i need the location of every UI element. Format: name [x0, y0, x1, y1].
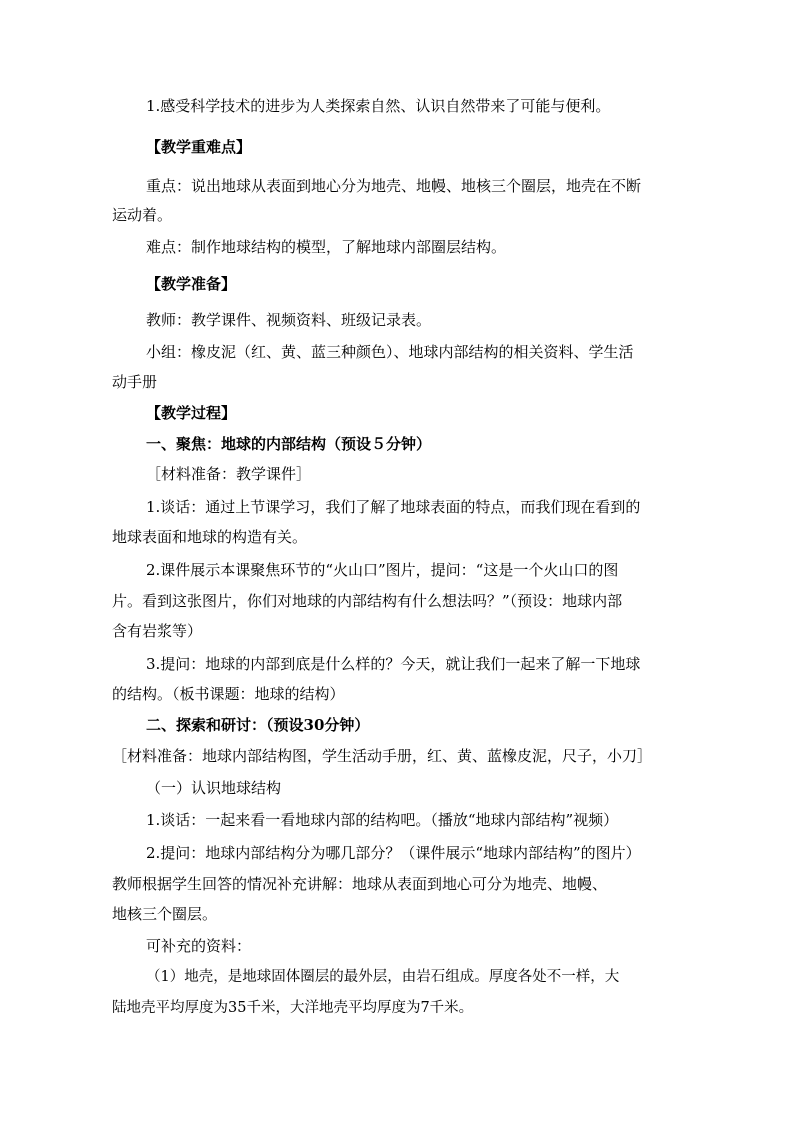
section-1-p2-line-3: 含有岩浆等）: [112, 622, 203, 640]
section-2-p1: 1.谈话：一起来看一看地球内部的结构吧。（播放“地球内部结构”视频）: [146, 811, 619, 829]
section-1-materials: ［材料准备：教学课件］: [146, 465, 312, 483]
section-1-p3-line-1: 3.提问：地球的内部到底是什么样的？今天，就让我们一起来了解一下地球: [146, 655, 641, 673]
difficulty-line: 难点：制作地球结构的模型，了解地球内部圈层结构。: [146, 238, 507, 256]
group-prep-line-1: 小组：橡皮泥（红、黄、蓝三种颜色）、地球内部结构的相关资料、学生活: [146, 343, 634, 361]
key-points-heading: 【教学重难点】: [146, 138, 252, 156]
section-1-p1-line-1: 1.谈话：通过上节课学习，我们了解了地球表面的特点，而我们现在看到的: [146, 498, 641, 516]
extra-material-label: 可补充的资料：: [146, 937, 252, 955]
section-1-p2-line-2: 片。看到这张图片，你们对地球的内部结构有什么想法吗？”（预设：地球内部: [112, 592, 623, 610]
key-point-line-1: 重点：说出地球从表面到地心分为地壳、地幔、地核三个圈层，地壳在不断: [146, 177, 642, 195]
section-2-p3-line-2: 地核三个圈层。: [112, 905, 218, 923]
section-2-materials: ［材料准备：地球内部结构图，学生活动手册，红、黄、蓝橡皮泥，尺子，小刀］: [112, 747, 653, 765]
key-point-line-2: 运动着。: [112, 206, 173, 224]
section-1-p3-line-2: 的结构。（板书课题：地球的结构）: [112, 685, 345, 703]
section-1-title: 一、聚焦：地球的内部结构（预设５分钟）: [146, 435, 432, 453]
crust-line-2: 陆地壳平均厚度为35千米，大洋地壳平均厚度为7千米。: [112, 1000, 474, 1016]
teacher-prep: 教师：教学课件、视频资料、班级记录表。: [146, 311, 432, 329]
goal-1: 1.感受科学技术的进步为人类探索自然、认识自然带来了可能与便利。: [146, 97, 611, 115]
section-2-title: 二、探索和研讨：（预设30分钟）: [146, 716, 370, 734]
process-heading: 【教学过程】: [146, 404, 237, 422]
section-2-p2: 2.提问：地球内部结构分为哪几部分？（课件展示“地球内部结构”的图片）: [146, 844, 641, 862]
section-2-p3-line-1: 教师根据学生回答的情况补充讲解：地球从表面到地心可分为地壳、地幔、: [112, 875, 608, 893]
crust-line-1: （1）地壳，是地球固体圈层的最外层，由岩石组成。厚度各处不一样，大: [146, 969, 620, 985]
section-1-p2-line-1: 2.课件展示本课聚焦环节的“火山口”图片，提问：“这是一个火山口的图: [146, 561, 619, 579]
preparation-heading: 【教学准备】: [146, 275, 237, 293]
section-1-p1-line-2: 地球表面和地球的构造有关。: [112, 528, 308, 546]
section-2-sub-1: （一）认识地球结构: [146, 779, 282, 797]
group-prep-line-2: 动手册: [112, 373, 158, 391]
